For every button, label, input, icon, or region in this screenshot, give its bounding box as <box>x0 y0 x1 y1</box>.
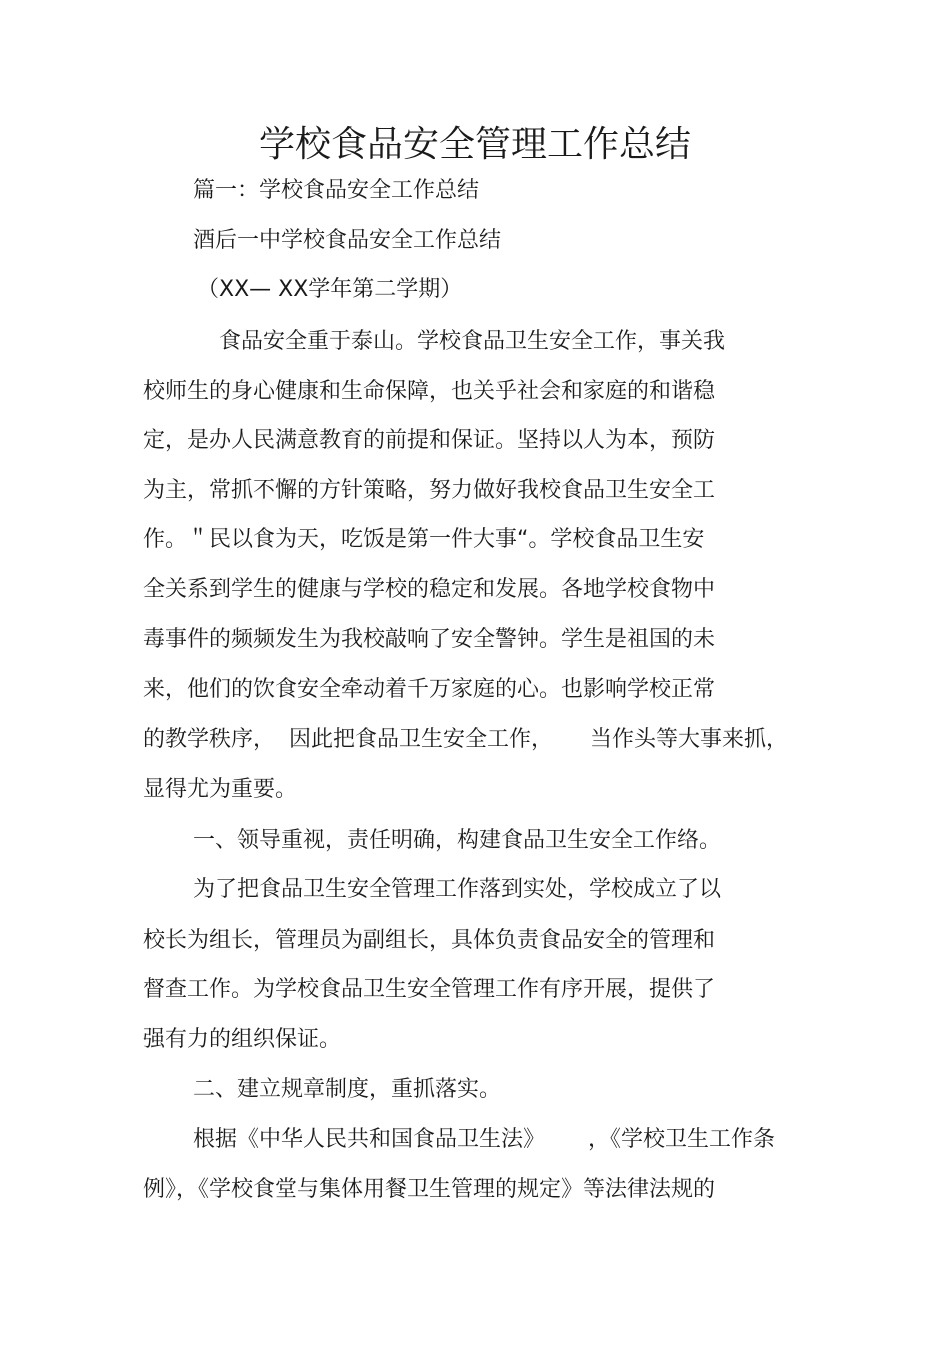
subtitle-line: 篇一：学校食品安全工作总结 <box>193 178 480 203</box>
paragraph-line-split <box>143 725 803 755</box>
paragraph-line: 毒事件的频频发生为我校敲响了安全警钟。学生是祖国的未 <box>143 627 716 652</box>
line-segment: 根据《中华人民共和国食品卫生法》 <box>193 1127 546 1152</box>
paragraph-line: 食品安全重于泰山。学校食品卫生安全工作，事关我 <box>219 329 726 354</box>
line-segment: ，《学校卫生工作条 <box>588 1127 776 1152</box>
paragraph-line: 强有力的组织保证。 <box>143 1027 342 1052</box>
paragraph-line: 校长为组长，管理员为副组长，具体负责食品安全的管理和 <box>143 928 716 953</box>
paragraph-line: 显得尤为重要。 <box>143 777 298 802</box>
paragraph-line: 例》，《学校食堂与集体用餐卫生管理的规定》等法律法规的 <box>143 1177 716 1202</box>
paragraph-line: 为了把食品卫生安全管理工作落到实处，学校成立了以 <box>193 877 722 902</box>
paragraph-line: 作。＂民以食为天，吃饭是第一件大事“。学校食品卫生安 <box>143 527 705 552</box>
paragraph-line: 督查工作。为学校食品卫生安全管理工作有序开展，提供了 <box>143 977 716 1002</box>
line-segment: 当作头等大事来抓， <box>590 727 789 752</box>
paragraph-line: 为主，常抓不懈的方针策略，努力做好我校食品卫生安全工 <box>143 478 716 503</box>
semester-line: （XX— XX学年第二学期） <box>197 277 463 302</box>
section-heading: 二、建立规章制度，重抓落实。 <box>193 1077 502 1102</box>
document-title: 学校食品安全管理工作总结 <box>258 124 691 165</box>
school-name-line: 酒后一中学校食品安全工作总结 <box>193 228 502 253</box>
paragraph-line-split <box>193 1125 803 1155</box>
line-segment: 因此把食品卫生安全工作， <box>289 727 554 752</box>
line-segment: 的教学秩序， <box>143 727 276 752</box>
paragraph-line: 校师生的身心健康和生命保障，也关乎社会和家庭的和谐稳 <box>143 379 716 404</box>
paragraph-line: 来，他们的饮食安全牵动着千万家庭的心。也影响学校正常 <box>143 677 716 702</box>
paragraph-line: 全关系到学生的健康与学校的稳定和发展。各地学校食物中 <box>143 577 716 602</box>
section-heading: 一、领导重视，责任明确，构建食品卫生安全工作络。 <box>193 828 722 853</box>
paragraph-line: 定，是办人民满意教育的前提和保证。坚持以人为本，预防 <box>143 428 716 453</box>
